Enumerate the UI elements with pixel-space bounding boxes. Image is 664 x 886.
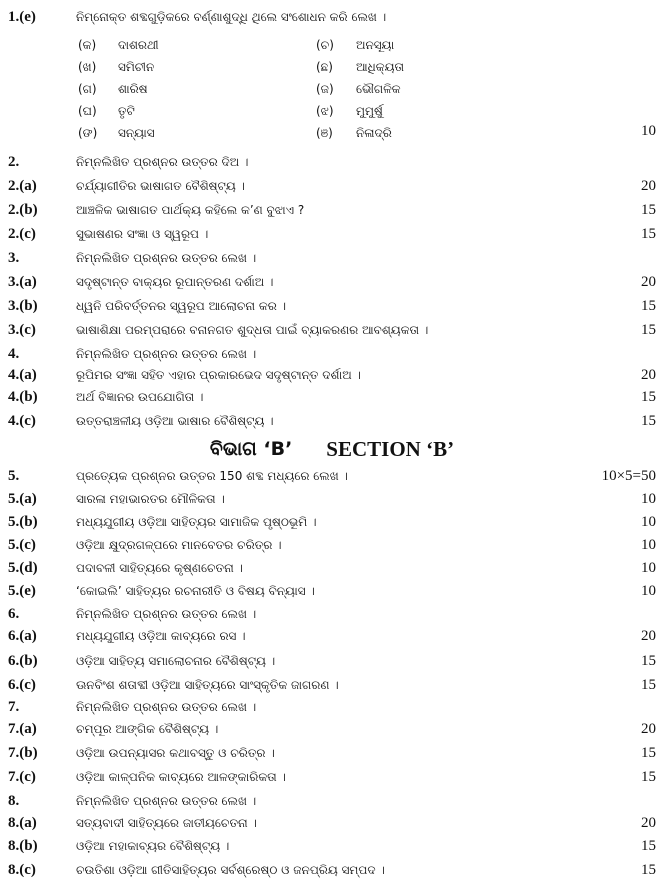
marks: 10×5=50 bbox=[601, 467, 656, 484]
question-text: ଅର୍ଥ ବିଜ୍ଞାନର ଉପଯୋଗିତା । bbox=[76, 389, 204, 404]
question-number: 7.(b) bbox=[8, 744, 38, 761]
option-word: ସନ୍ୟାସ bbox=[118, 126, 155, 140]
question-number: 3.(a) bbox=[8, 273, 37, 290]
section-heading-english: SECTION ‘B’ bbox=[326, 436, 455, 461]
option-ka bbox=[78, 38, 159, 53]
option-ga bbox=[78, 82, 148, 97]
question-row bbox=[0, 173, 664, 199]
marks: 20 bbox=[641, 366, 656, 383]
option-label: (ଞ) bbox=[316, 126, 333, 140]
marks: 15 bbox=[641, 225, 656, 242]
question-row bbox=[0, 648, 664, 674]
marks: 15 bbox=[641, 676, 656, 693]
option-label: (ଝ) bbox=[316, 104, 334, 118]
option-word: ସମିଚୀନ bbox=[118, 60, 155, 74]
option-cha bbox=[316, 38, 394, 53]
option-word: ଭୌଗଳିକ bbox=[356, 82, 401, 96]
question-row bbox=[0, 317, 664, 343]
marks: 10 bbox=[641, 582, 656, 599]
question-text: ନିମ୍ନଲିଖିତ ପ୍ରଶ୍ନର ଉତ୍ତର ଲେଖ । bbox=[76, 699, 257, 714]
question-number: 7. bbox=[8, 698, 20, 715]
question-row bbox=[0, 408, 664, 434]
marks: 15 bbox=[641, 201, 656, 218]
question-number: 4.(a) bbox=[8, 366, 37, 383]
question-text: ନିମ୍ନୋକ୍ତ ଶବ୍ଦଗୁଡ଼ିକରେ ବର୍ଣ୍ଣାଶୁଦ୍ଧି ଥିଲେ ସଂଶୋଧନ କରି ଲେଖ । bbox=[76, 9, 387, 24]
question-text: ସୁଭାଷଣର ସଂଜ୍ଞା ଓ ସ୍ୱରୂପ । bbox=[76, 226, 209, 241]
question-row bbox=[0, 764, 664, 790]
option-word: ତୃଟି bbox=[118, 104, 135, 118]
option-word: ଦାଶରଥୀ bbox=[118, 38, 159, 52]
question-text: ମଧ୍ୟଯୁଗୀୟ ଓଡ଼ିଆ କାବ୍ୟରେ ରସ । bbox=[76, 628, 246, 643]
option-word: ମୁମୁର୍ଷୁ bbox=[356, 104, 383, 118]
marks: 15 bbox=[641, 297, 656, 314]
question-text: ଚମ୍ପୂର ଆଙ୍ଗିକ ବୈଶିଷ୍ଟ୍ୟ । bbox=[76, 721, 219, 736]
question-text: ମଧ୍ୟଯୁଗୀୟ ଓଡ଼ିଆ ସାହିତ୍ୟର ସାମାଜିକ ପୃଷ୍ଠଭୂମି । bbox=[76, 514, 317, 529]
question-number: 6. bbox=[8, 605, 20, 622]
marks: 20 bbox=[641, 720, 656, 737]
question-text: ଚଉତିଶା ଓଡ଼ିଆ ଗୀତିସାହିତ୍ୟର ସର୍ବଶ୍ରେଷ୍ଠ ଓ ଜନପ୍ରିୟ ସମ୍ପଦ । bbox=[76, 862, 385, 877]
question-number: 6.(a) bbox=[8, 627, 37, 644]
question-row bbox=[0, 716, 664, 742]
question-text: ସାରଳା ମହାଭାରତର ମୌଳିକତା । bbox=[76, 491, 225, 506]
question-text: ଧ୍ୱନି ପରିବର୍ତ୍ତନର ସ୍ୱରୂପ ଆଲୋଚନା କର । bbox=[76, 298, 287, 313]
marks: 15 bbox=[641, 652, 656, 669]
option-label: (ଙ) bbox=[78, 126, 98, 140]
question-number: 6.(b) bbox=[8, 652, 38, 669]
marks: 15 bbox=[641, 744, 656, 761]
option-word: ଅନସୂୟା bbox=[356, 38, 395, 52]
question-number: 1.(e) bbox=[8, 8, 36, 25]
question-row bbox=[0, 149, 664, 175]
option-word: ନିଳାଦ୍ରି bbox=[356, 126, 392, 140]
question-number: 5. bbox=[8, 467, 20, 484]
question-number: 5.(d) bbox=[8, 559, 38, 576]
question-text: ଭାଷାଶିକ୍ଷା ପରମ୍ପରାରେ ବନାନଗତ ଶୁଦ୍ଧତା ପାଇଁ ବ୍ୟାକରଣର ଆବଶ୍ୟକତା । bbox=[76, 322, 429, 337]
section-heading bbox=[0, 434, 664, 464]
option-ja bbox=[316, 82, 401, 97]
option-gha bbox=[78, 104, 135, 119]
question-text: ଓଡ଼ିଆ କାଳ୍ପନିକ କାବ୍ୟରେ ଆଳଙ୍କାରିକତା । bbox=[76, 769, 286, 784]
option-kha bbox=[78, 60, 154, 75]
question-number: 5.(a) bbox=[8, 490, 37, 507]
question-row bbox=[0, 197, 664, 223]
q1e-marks-row bbox=[0, 118, 664, 144]
question-row bbox=[0, 623, 664, 649]
marks: 15 bbox=[641, 321, 656, 338]
question-row bbox=[0, 269, 664, 295]
marks: 20 bbox=[641, 814, 656, 831]
question-row bbox=[0, 245, 664, 271]
question-text: ଉତ୍ତରାଞ୍ଚଳୀୟ ଓଡ଼ିଆ ଭାଷାର ବୈଶିଷ୍ଟ୍ୟ । bbox=[76, 413, 274, 428]
option-label: (ଖ) bbox=[78, 60, 97, 74]
option-label: (ଜ) bbox=[316, 82, 334, 96]
question-text: ଓଡ଼ିଆ ମହାକାବ୍ୟର ବୈଶିଷ୍ଟ୍ୟ । bbox=[76, 838, 230, 853]
marks: 15 bbox=[641, 861, 656, 878]
question-number: 3.(c) bbox=[8, 321, 36, 338]
question-number: 4.(c) bbox=[8, 412, 36, 429]
question-text: ପଦାବଳୀ ସାହିତ୍ୟରେ କୃଷ୍ଣଚେତନା । bbox=[76, 560, 243, 575]
option-label: (କ) bbox=[78, 38, 97, 52]
question-text: ପ୍ରତ୍ୟେକ ପ୍ରଶ୍ନର ଉତ୍ତର 150 ଶବ୍ଦ ମଧ୍ୟରେ ଲେଖ । bbox=[76, 468, 348, 483]
marks: 10 bbox=[641, 122, 656, 139]
option-chha bbox=[316, 60, 404, 75]
marks: 15 bbox=[641, 768, 656, 785]
question-text: ନିମ୍ନଲିଖିତ ପ୍ରଶ୍ନର ଉତ୍ତର ଲେଖ । bbox=[76, 250, 257, 265]
question-text: ‘କୋଇଲି’ ସାହିତ୍ୟର ରଚନାରୀତି ଓ ବିଷୟ ବିନ୍ୟାସ । bbox=[76, 583, 315, 598]
option-word: ଆଧିକ୍ୟତା bbox=[356, 60, 405, 74]
question-number: 7.(a) bbox=[8, 720, 37, 737]
question-row bbox=[0, 384, 664, 410]
question-number: 8. bbox=[8, 792, 20, 809]
question-text: ଓଡ଼ିଆ ସାହିତ୍ୟ ସମାଲୋଚନାର ବୈଶିଷ୍ଟ୍ୟ । bbox=[76, 653, 276, 668]
question-text: ଊନବିଂଶ ଶତାବ୍ଦୀ ଓଡ଼ିଆ ସାହିତ୍ୟରେ ସାଂସ୍କୃତିକ ଜାଗରଣ । bbox=[76, 677, 339, 692]
question-row bbox=[0, 293, 664, 319]
marks: 10 bbox=[641, 536, 656, 553]
question-number: 3. bbox=[8, 249, 20, 266]
option-label: (ଗ) bbox=[78, 82, 97, 96]
question-number: 6.(c) bbox=[8, 676, 36, 693]
option-jha bbox=[316, 104, 383, 119]
question-number: 2.(a) bbox=[8, 177, 37, 194]
marks: 20 bbox=[641, 627, 656, 644]
question-number: 2.(b) bbox=[8, 201, 38, 218]
question-number: 7.(c) bbox=[8, 768, 36, 785]
question-text: ଓଡ଼ିଆ କ୍ଷୁଦ୍ରଗଳ୍ପରେ ମାନବେତର ଚରିତ୍ର । bbox=[76, 537, 282, 552]
question-number: 5.(e) bbox=[8, 582, 36, 599]
question-row bbox=[0, 221, 664, 247]
marks: 10 bbox=[641, 559, 656, 576]
marks: 10 bbox=[641, 513, 656, 530]
question-text: ନିମ୍ନଲିଖିତ ପ୍ରଶ୍ନର ଉତ୍ତର ଲେଖ । bbox=[76, 606, 257, 621]
question-number: 2. bbox=[8, 153, 20, 170]
marks: 15 bbox=[641, 837, 656, 854]
marks: 20 bbox=[641, 273, 656, 290]
question-row bbox=[0, 857, 664, 883]
question-number: 4.(b) bbox=[8, 388, 38, 405]
question-row bbox=[0, 740, 664, 766]
question-number: 5.(c) bbox=[8, 536, 36, 553]
question-number: 2.(c) bbox=[8, 225, 36, 242]
question-number: 8.(a) bbox=[8, 814, 37, 831]
question-text: ଚର୍ଯ୍ୟାଗୀତିର ଭାଷାଗତ ବୈଶିଷ୍ଟ୍ୟ । bbox=[76, 178, 245, 193]
question-row bbox=[0, 833, 664, 859]
question-text: ଆଞ୍ଚଳିକ ଭାଷାଗତ ପାର୍ଥକ୍ୟ କହିଲେ କ’ଣ ବୁଝାଏ ? bbox=[76, 202, 305, 217]
question-number: 4. bbox=[8, 345, 20, 362]
question-number: 3.(b) bbox=[8, 297, 38, 314]
question-text: ନିମ୍ନଲିଖିତ ପ୍ରଶ୍ନର ଉତ୍ତର ଲେଖ । bbox=[76, 793, 257, 808]
option-label: (ଛ) bbox=[316, 60, 333, 74]
question-text: ରୂପିମର ସଂଜ୍ଞା ସହିତ ଏହାର ପ୍ରକାରଭେଦ ସଦୃଷ୍ଟାନ୍ତ ଦର୍ଶାଅ । bbox=[76, 367, 361, 382]
question-text: ଓଡ଼ିଆ ଉପନ୍ୟାସର କଥାବସ୍ତୁ ଓ ଚରିତ୍ର । bbox=[76, 745, 275, 760]
marks: 15 bbox=[641, 412, 656, 429]
marks: 15 bbox=[641, 388, 656, 405]
option-word: ଶାରିଷ bbox=[118, 82, 148, 96]
option-label: (ଘ) bbox=[78, 104, 97, 118]
q1e-row bbox=[0, 4, 664, 30]
question-text: ନିମ୍ନଲିଖିତ ପ୍ରଶ୍ନର ଉତ୍ତର ଲେଖ । bbox=[76, 346, 257, 361]
marks: 20 bbox=[641, 177, 656, 194]
option-label: (ଚ) bbox=[316, 38, 334, 52]
question-number: 8.(b) bbox=[8, 837, 38, 854]
marks: 10 bbox=[641, 490, 656, 507]
question-number: 8.(c) bbox=[8, 861, 36, 878]
question-text: ସଦୃଷ୍ଟାନ୍ତ ବାକ୍ୟର ରୂପାନ୍ତରଣ ଦର୍ଶାଅ । bbox=[76, 274, 274, 289]
question-text: ନିମ୍ନଲିଖିତ ପ୍ରଶ୍ନର ଉତ୍ତର ଦିଅ । bbox=[76, 154, 249, 169]
section-heading-odia: ବିଭାଗ ‘B’ bbox=[209, 438, 293, 460]
question-text: ସତ୍ୟବାଦୀ ସାହିତ୍ୟରେ ଜାତୀୟଚେତନା । bbox=[76, 815, 257, 830]
question-number: 5.(b) bbox=[8, 513, 38, 530]
